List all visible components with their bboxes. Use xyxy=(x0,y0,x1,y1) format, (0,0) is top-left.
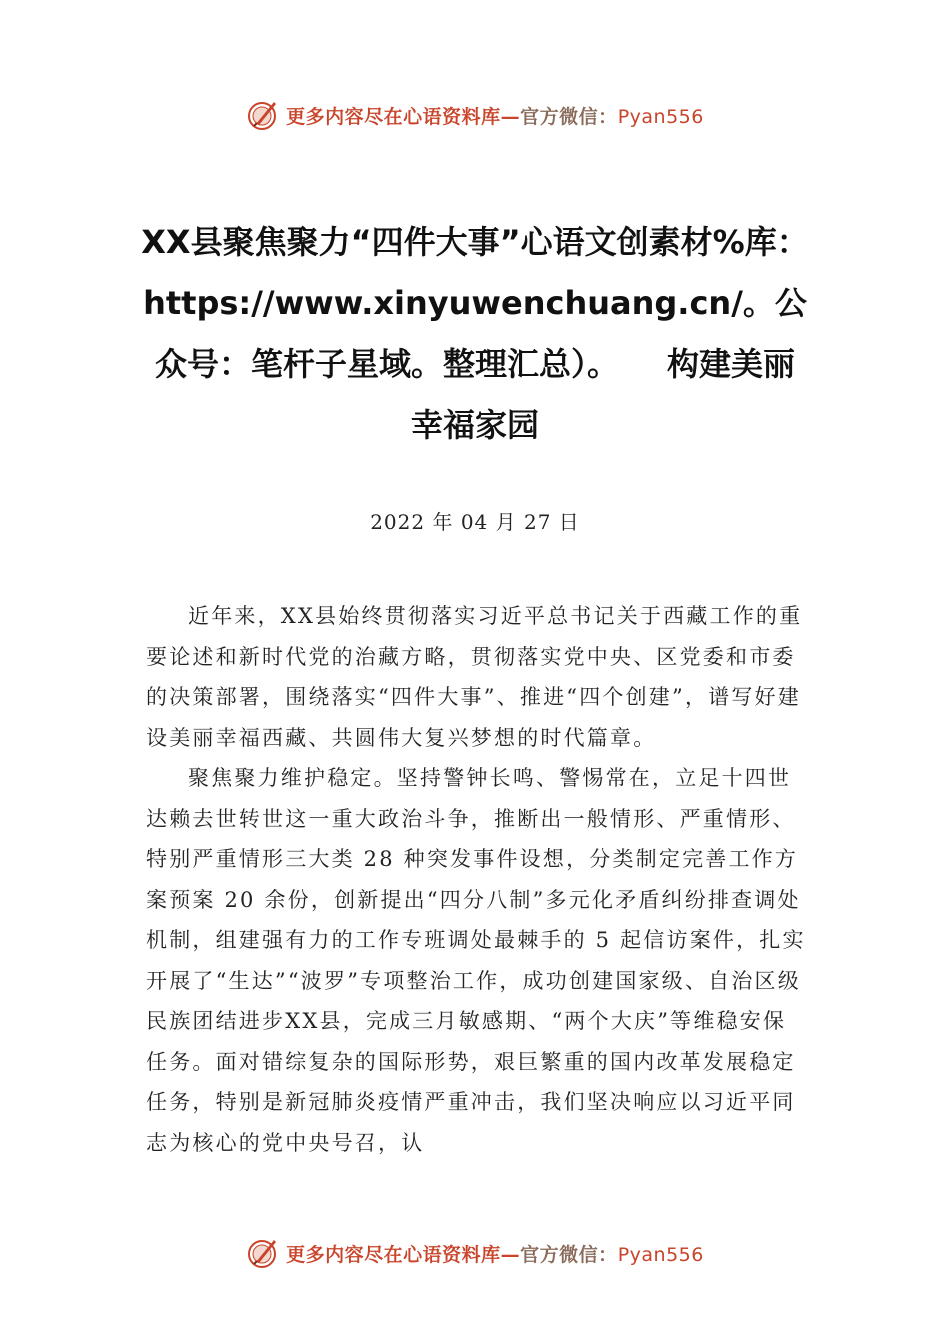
body-paragraph: 近年来，XX县始终贯彻落实习近平总书记关于西藏工作的重要论述和新时代党的治藏方略，贯彻落实党中央、区党委和市委的决策部署，围绕落实“四件大事”、推进“四个创建”，谱写好建设美丽幸福西藏、共圆伟大复兴梦想的时代篇章。 xyxy=(146,604,803,750)
watermark-text xyxy=(286,1240,704,1267)
watermark-dash: — xyxy=(500,1243,521,1266)
watermark-dash: — xyxy=(500,105,521,128)
footer-watermark xyxy=(0,1233,950,1273)
document-body xyxy=(146,596,806,1163)
watermark-text xyxy=(286,102,704,129)
document-date: 2022 年 04 月 27 日 xyxy=(370,510,580,534)
header-watermark xyxy=(0,95,950,135)
watermark-wechat-id: Pyan556 xyxy=(617,105,704,128)
watermark-brand: 更多内容尽在心语资料库 xyxy=(286,1243,501,1266)
quill-logo-icon xyxy=(246,1236,280,1270)
watermark-wechat-label: 官方微信： xyxy=(520,105,618,128)
document-title: XX县聚焦聚力“四件大事”心语文创素材%库：https://www.xinyuwenchuang.cn/。公众号：笔杆子星域。整理汇总）。 构建美丽幸福家园 xyxy=(141,223,809,444)
watermark-wechat-label: 官方微信： xyxy=(520,1243,618,1266)
quill-logo-icon xyxy=(246,98,280,132)
body-paragraph: 聚焦聚力维护稳定。坚持警钟长鸣、警惕常在，立足十四世达赖去世转世这一重大政治斗争，推断出一般情形、严重情形、特别严重情形三大类 28 种突发事件设想，分类制定完善工作方案预案 20 余份，创新提出“四分八制”多元化矛盾纠纷排查调处机制，组建强有力的工作专班调处最棘手的 5 起信访案件，扎实开展了“生达”“波罗”专项整治工作，成功创建国家级、自治区级民族团结进步XX县，完成三月敏感期、“两个大庆”等维稳安保任务。面对错综复杂的国际形势，艰巨繁重的国内改革发展稳定任务，特别是新冠肺炎疫情严重冲击，我们坚决响应以习近平同志为核心的党中央号召，认 xyxy=(146,766,806,1155)
watermark-brand: 更多内容尽在心语资料库 xyxy=(286,105,501,128)
watermark-wechat-id: Pyan556 xyxy=(617,1243,704,1266)
